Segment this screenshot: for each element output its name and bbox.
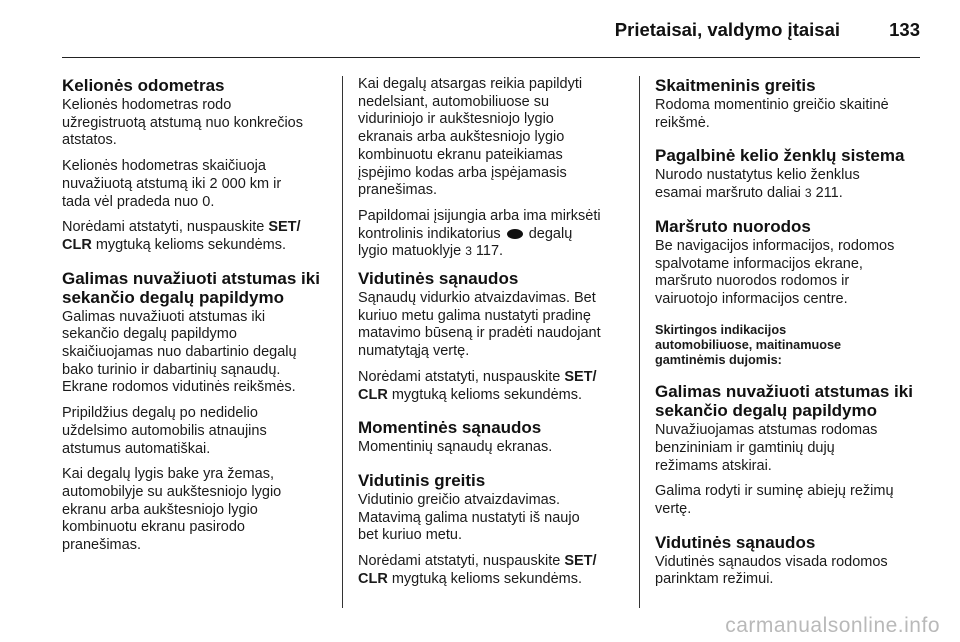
set-clr-label: SET/	[268, 219, 301, 236]
set-clr-label: SET/	[564, 368, 597, 385]
column-1	[62, 76, 334, 563]
watermark: carmanualsonline.info	[725, 614, 940, 637]
section-heading: Vidutinės sąnaudos	[655, 532, 816, 552]
section-route-guidance	[655, 217, 923, 309]
column-2	[358, 76, 626, 596]
set-clr-label: CLR	[358, 386, 388, 403]
paragraph: Momentinių sąnaudų ekranas.	[358, 439, 553, 456]
section-range-cng	[655, 382, 923, 519]
header-title: Prietaisai, valdymo įtaisai	[614, 19, 840, 40]
column-divider	[342, 76, 343, 608]
section-range	[62, 269, 334, 555]
header-rule	[62, 57, 920, 58]
section-heading: Skaitmeninis greitis	[655, 76, 816, 95]
page-header	[62, 0, 920, 56]
section-heading: Vidutinės sąnaudos	[358, 269, 519, 289]
paragraph: Be navigacijos informacijos, rodomos spalvotame informacijos ekrane, maršruto nuorodos rodomos ir vairuotojo informacijos centre.	[655, 237, 895, 307]
paragraph: Nurodo nustatytus kelio ženklus esamai maršruto daliai 3 211.	[655, 167, 860, 202]
paragraph: Galima rodyti ir suminę abiejų režimų vertę.	[655, 483, 894, 518]
fuel-indicator-icon	[507, 229, 523, 239]
section-average-speed	[358, 471, 626, 589]
paragraph: Papildomai įsijungia arba ima mirksėti kontrolinis indikatorius degalų lygio matuoklyje 3 117.	[358, 207, 601, 260]
section-heading: Maršruto nuorodos	[655, 216, 811, 236]
section-instant-consumption	[358, 418, 626, 457]
column-divider	[639, 76, 640, 608]
paragraph: Vidutinio greičio atvaizdavimas. Matavimą galima nustatyti iš naujo bet kuriuo metu.	[358, 491, 580, 544]
page-number: 133	[889, 19, 920, 40]
set-clr-label: SET/	[564, 553, 597, 570]
set-clr-label: CLR	[62, 236, 92, 253]
paragraph: Vidutinės sąnaudos visada rodomos parinktam režimui.	[655, 553, 888, 588]
paragraph: Kelionės hodometras rodo užregistruotą atstumą nuo konkrečios atstatos.	[62, 97, 303, 149]
section-heading: Vidutinis greitis	[358, 470, 486, 490]
section-heading: Galimas nuvažiuoti atstumas iki sekančio degalų papildymo	[655, 382, 913, 421]
paragraph: Norėdami atstatyti, nuspauskite SET/ CLR mygtuką kelioms sekundėms.	[358, 368, 597, 403]
page-reference-icon: 3	[465, 244, 472, 259]
section-heading: Kelionės odometras	[62, 76, 225, 95]
section-traffic-sign-assistant	[655, 146, 923, 202]
paragraph: Pripildžius degalų po nedidelio uždelsimo automobilis atnaujins atstumus automatiškai.	[62, 405, 267, 457]
paragraph: Kelionės hodometras skaičiuoja nuvažiuotą atstumą iki 2 000 km ir tada vėl pradeda nuo 0.	[62, 158, 282, 210]
set-clr-label: CLR	[358, 570, 388, 587]
paragraph: Sąnaudų vidurkio atvaizdavimas. Bet kuriuo metu galima nustatyti pradinę matavimo būseną ir pradėti naudojant numatytąją vertę.	[358, 290, 601, 360]
section-average-consumption	[358, 269, 626, 404]
section-heading: Momentinės sąnaudos	[358, 418, 542, 438]
paragraph: Rodoma momentinio greičio skaitinė reikšmė.	[655, 97, 889, 131]
sub-heading: Skirtingos indikacijos automobiliuose, maitinamuose gamtinėmis dujomis:	[655, 322, 842, 368]
section-heading: Galimas nuvažiuoti atstumas iki sekančio degalų papildymo	[62, 268, 320, 307]
paragraph: Norėdami atstatyti, nuspauskite SET/ CLR mygtuką kelioms sekundėms.	[358, 553, 597, 587]
column-3	[655, 76, 923, 597]
section-heading: Pagalbinė kelio ženklų sistema	[655, 146, 905, 166]
paragraph: Norėdami atstatyti, nuspauskite SET/ CLR mygtuką kelioms sekundėms.	[62, 219, 301, 253]
paragraph: Kai degalų lygis bake yra žemas, automobilyje su aukštesniojo lygio ekranu arba aukštesniojo lygio kombinuotu ekranu pasirodo pranešimas.	[62, 466, 282, 554]
paragraph: Kai degalų atsargas reikia papildyti nedelsiant, automobiliuose su viduriniojo ir aukštesniojo lygio ekranais arba aukštesniojo lygio kombinuotu ekranu pateikiamas įspėjimo kodas arba įspėjamasis pranešimas.	[358, 76, 583, 199]
page-reference-icon: 3	[804, 186, 812, 201]
section-trip-odometer	[62, 76, 334, 255]
section-average-consumption-cng	[655, 533, 923, 589]
paragraph: Nuvažiuojamas atstumas rodomas benzininiam ir gamtinių dujų režimams atskirai.	[655, 422, 878, 474]
section-digital-speed	[655, 76, 923, 132]
section-cng-note	[655, 323, 923, 369]
paragraph: Galimas nuvažiuoti atstumas iki sekančio degalų papildymo skaičiuojamas nuo dabartinio degalų bako turinio ir dabartinių sąnaudų. Ekrane rodomos vidutinės reikšmės.	[62, 308, 297, 396]
